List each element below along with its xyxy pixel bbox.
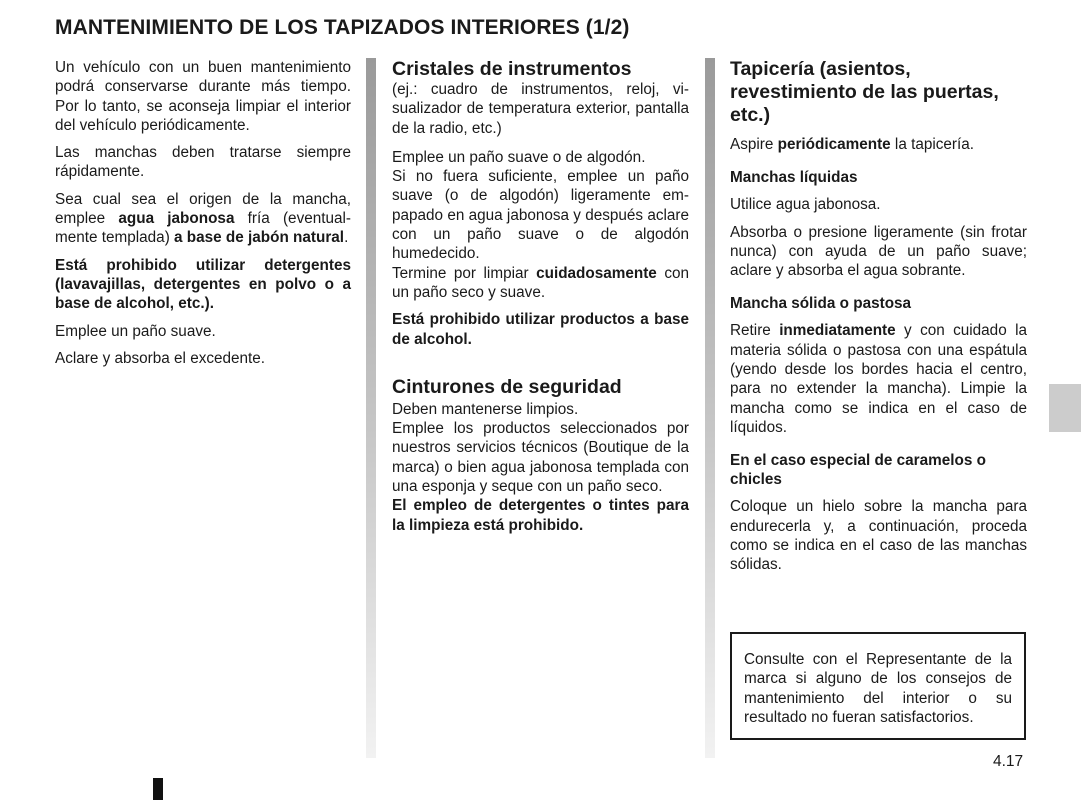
- page-number: 4.17: [993, 753, 1024, 770]
- warning-paragraph: El empleo de detergentes o tintes para la limpieza está prohibido.: [392, 497, 689, 534]
- title-part: (1/2): [585, 16, 630, 39]
- paragraph: Un vehículo con un buen mantenimiento podrá conservarse durante más tiempo. Por lo tanto, se aconseja limpiar el interior del vehículo periódicamente.: [55, 59, 351, 134]
- paragraph: Sea cual sea el origen de la mancha, emplee agua jabonosa fría (eventualmente templada) a base de jabón natural.: [55, 190, 352, 247]
- column-divider: [705, 58, 715, 758]
- column-general: [55, 58, 351, 376]
- paragraph: Emplee un paño suave.: [55, 322, 216, 340]
- paragraph: Absorba o presione ligeramente (sin frotar nunca) con ayuda de un paño suave; aclare y absorba el agua sobrante.: [730, 223, 1027, 280]
- paragraph: Retire inmediatamente y con cuidado la materia sólida o pastosa con una espátula (yendo desde los bordes hacia el centro, para no extender la mancha). Limpie la mancha como se indica en el caso de líquidos.: [730, 322, 1027, 436]
- paragraph: Deben mantenerse limpios.: [392, 400, 579, 418]
- column-upholstery: [730, 58, 1027, 582]
- paragraph: Utilice agua jabonosa.: [730, 196, 881, 214]
- note-box: [730, 632, 1026, 740]
- paragraph: Emplee los productos seleccionаdos por nuestros servicios técnicos (Boutique de la marca) o bien agua jabonosa templada con una esponja y seque con un paño seco.: [392, 420, 689, 496]
- chapter-tab: [1049, 384, 1081, 432]
- section-heading-instruments: Cristales de instrumentos: [392, 58, 632, 80]
- paragraph: Emplee un paño suave o de algodón.: [392, 148, 646, 166]
- print-marker: [153, 778, 163, 800]
- paragraph: Coloque un hielo sobre la mancha para endurecerla y, a continuación, proceda como se indica en el caso de las manchas sólidas.: [730, 498, 1027, 574]
- subheading-solid-stains: Mancha sólida o pastosa: [730, 295, 912, 313]
- note-text: Consulte con el Representante de la marca si alguno de los consejos de mantenimiento del interior o su resultado no fueran satisfactorios.: [744, 651, 1012, 726]
- paragraph: Termine por limpiar cuidadosamente con un paño seco y suave.: [392, 264, 690, 301]
- subheading-liquid-stains: Manchas líquidas: [730, 169, 858, 187]
- paragraph: Aspire periódicamente la tapicería.: [730, 136, 974, 153]
- paragraph: (ej.: cuadro de instrumentos, reloj, visualizador de temperatura exterior, pantalla de la radio, etc.): [392, 81, 689, 137]
- warning-paragraph: Está prohibido utilizar productos a base de alcohol.: [392, 311, 689, 348]
- section-heading-belts: Cinturones de seguridad: [392, 375, 622, 398]
- paragraph: Las manchas deben tratarse siempre rápidamente.: [55, 144, 351, 181]
- section-heading-upholstery: Tapicería (asientos, revestimiento de las puertas, etc.): [730, 58, 999, 126]
- warning-paragraph: Está prohibido utilizar detergentes (lavavajillas, detergentes en polvo o a base de alcohol, etc.).: [55, 256, 351, 313]
- title-text: MANTENIMIENTO DE LOS TAPIZADOS INTERIORES: [55, 16, 580, 39]
- paragraph: Si no fuera suficiente, emplee un paño suave (o de algodón) ligeramente empapado en agua jabonosa y después aclare con un paño suave o de algodón humedecido.: [392, 168, 689, 263]
- column-instruments-belts: [392, 58, 689, 543]
- page-title: [55, 16, 629, 40]
- paragraph: Aclare y absorba el excedente.: [55, 349, 266, 367]
- subheading-candy-gum: En el caso especial de caramelos o chicles: [730, 452, 986, 489]
- column-divider: [366, 58, 376, 758]
